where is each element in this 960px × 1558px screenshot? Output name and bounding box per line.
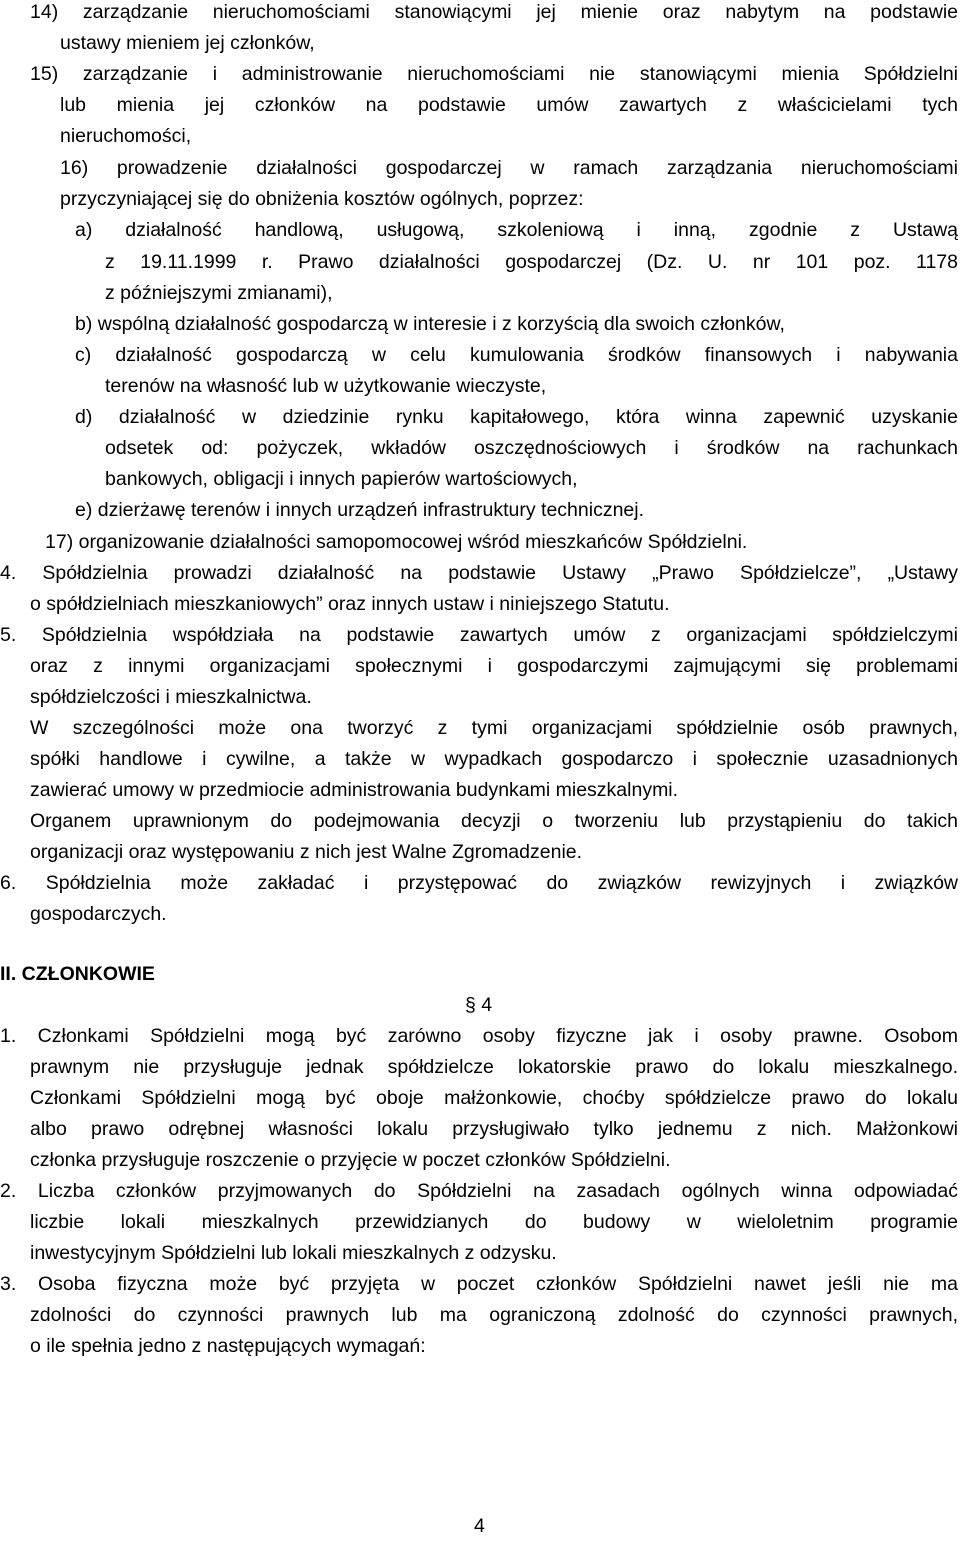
text-line: ustawy mieniem jej członków, [60, 32, 315, 54]
text-line: spółdzielczości i mieszkalnictwa. [30, 686, 312, 708]
text-line: 14) zarządzanie nieruchomościami stanowiącymi jej mienie oraz nabytym na podstawie [30, 1, 958, 23]
text-line: o ile spełnia jedno z następujących wymagań: [30, 1335, 426, 1357]
list-item-a: a) działalność handlową, usługową, szkoleniową i inną, zgodnie z Ustawą [75, 219, 958, 241]
paragraph-6: 6. Spółdzielnia może zakładać i przystępować do związków rewizyjnych i związków [0, 872, 958, 894]
text-line: lub mienia jej członków na podstawie umów zawartych z właścicielami tych [60, 94, 958, 116]
text-line: organizacji oraz występowaniu z nich jest Walne Zgromadzenie. [30, 841, 583, 863]
text-line: o spółdzielniach mieszkaniowych” oraz innych ustaw i niniejszego Statutu. [30, 593, 670, 615]
text-line: Członkami Spółdzielni mogą być oboje małżonkowie, choćby spółdzielcze prawo do lokalu [30, 1087, 958, 1109]
paragraph-4: 4. Spółdzielnia prowadzi działalność na podstawie Ustawy „Prawo Spółdzielcze”, „Ustawy [0, 562, 958, 584]
text-line: albo prawo odrębnej własności lokalu przysługiwało tylko jednemu z nich. Małżonkowi [30, 1118, 958, 1140]
text-line: zdolności do czynności prawnych lub ma ograniczoną zdolność do czynności prawnych, [30, 1304, 958, 1326]
text-line: zawierać umowy w przedmiocie administrowania budynkami mieszkalnymi. [30, 779, 679, 801]
paragraph-1: 1. Członkami Spółdzielni mogą być zarówno osoby fizyczne jak i osoby prawne. Osobom [0, 1025, 958, 1047]
text-line: bankowych, obligacji i innych papierów wartościowych, [105, 468, 578, 490]
text-line: liczbie lokali mieszkalnych przewidzianych do budowy w wieloletnim programie [30, 1211, 958, 1233]
section-heading: II. CZŁONKOWIE [0, 963, 155, 985]
paragraph-2: 2. Liczba członków przyjmowanych do Spółdzielni na zasadach ogólnych winna odpowiadać [0, 1180, 958, 1202]
text-line: Organem uprawnionym do podejmowania decyzji o tworzeniu lub przystąpieniu do takich [30, 810, 958, 832]
text-line: terenów na własność lub w użytkowanie wieczyste, [105, 375, 547, 397]
text-line: 16) prowadzenie działalności gospodarczej w ramach zarządzania nieruchomościami [60, 157, 958, 179]
page-number: 4 [474, 1515, 485, 1537]
list-item-c: c) działalność gospodarczą w celu kumulowania środków finansowych i nabywania [75, 344, 958, 366]
text-line: odsetek od: pożyczek, wkładów oszczędnościowych i środków na rachunkach [105, 437, 958, 459]
text-line: prawnym nie przysługuje jednak spółdzielcze lokatorskie prawo do lokalu mieszkalnego. [30, 1056, 958, 1078]
list-item-d: d) działalność w dziedzinie rynku kapitałowego, która winna zapewnić uzyskanie [75, 406, 958, 428]
section-symbol: § 4 [465, 994, 493, 1016]
text-line: z 19.11.1999 r. Prawo działalności gospodarczej (Dz. U. nr 101 poz. 1178 [105, 251, 958, 273]
text-line: z późniejszymi zmianami), [105, 282, 333, 304]
text-line: gospodarczych. [30, 903, 167, 925]
text-line: oraz z innymi organizacjami społecznymi i gospodarczymi zajmującymi się problemami [30, 655, 958, 677]
text-line: inwestycyjnym Spółdzielni lub lokali mieszkalnych z odzysku. [30, 1242, 557, 1264]
paragraph-5: 5. Spółdzielnia współdziała na podstawie zawartych umów z organizacjami spółdzielczymi [0, 624, 958, 646]
text-line: nieruchomości, [60, 125, 192, 147]
text-line: przyczyniającej się do obniżenia kosztów ogólnych, poprzez: [60, 188, 584, 210]
text-line: spółki handlowe i cywilne, a także w wypadkach gospodarczo i społecznie uzasadnionych [30, 748, 958, 770]
list-item-17: 17) organizowanie działalności samopomocowej wśród mieszkańców Spółdzielni. [45, 531, 748, 553]
text-line: członka przysługuje roszczenie o przyjęcie w poczet członków Spółdzielni. [30, 1149, 671, 1171]
list-item-b: b) wspólną działalność gospodarczą w interesie i z korzyścią dla swoich członków, [75, 313, 785, 335]
list-item-e: e) dzierżawę terenów i innych urządzeń infrastruktury technicznej. [75, 499, 645, 521]
text-line: W szczególności może ona tworzyć z tymi organizacjami spółdzielnie osób prawnych, [30, 717, 958, 739]
paragraph-3: 3. Osoba fizyczna może być przyjęta w poczet członków Spółdzielni nawet jeśli nie ma [0, 1273, 958, 1295]
text-line: 15) zarządzanie i administrowanie nieruchomościami nie stanowiącymi mienia Spółdzielni [30, 63, 958, 85]
